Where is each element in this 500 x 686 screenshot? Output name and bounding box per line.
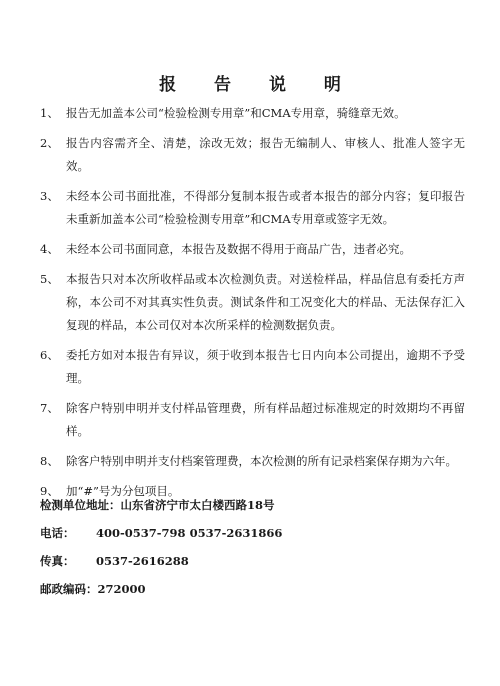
phone-value: 400-0537-798 0537-2631866 [96, 526, 283, 540]
phone-label: 电话： [40, 526, 75, 540]
item-text: 委托方如对本报告有异议，须于收到本报告七日内向本公司提出，逾期不予受理。 [66, 348, 465, 385]
postcode-row [40, 578, 470, 606]
notes-list [40, 102, 465, 510]
phone-row [40, 522, 470, 550]
item-number: 5、 [40, 272, 59, 286]
list-item [40, 268, 465, 337]
item-number: 3、 [40, 189, 59, 203]
item-text: 除客户特别申明并支付档案管理费，本次检测的所有记录档案保存期为六年。 [66, 454, 457, 468]
postcode-label: 邮政编码： [40, 582, 98, 596]
item-number: 7、 [40, 401, 59, 415]
fax-value: 0537-2616288 [96, 554, 189, 568]
item-number: 8、 [40, 454, 59, 468]
item-text: 加“#”号为分包项目。 [66, 484, 180, 498]
fax-label: 传真： [40, 554, 75, 568]
item-number: 1、 [40, 106, 59, 120]
item-number: 6、 [40, 348, 59, 362]
page-title: 报 告 说 明 [159, 75, 357, 95]
item-text: 本报告只对本次所收样品或本次检测负责。对送检样品，样品信息有委托方声称，本公司不对其真实性负责。测试条件和工况变化大的样品、无法保存汇入复现的样品，本公司仅对本次所采样的检测数据负责。 [66, 272, 465, 332]
list-item [40, 397, 465, 443]
list-item [40, 450, 465, 473]
postcode-value: 272000 [97, 582, 146, 596]
address-row [40, 494, 470, 522]
item-text: 未经本公司书面同意，本报告及数据不得用于商品广告，违者必究。 [66, 242, 411, 256]
list-item [40, 102, 465, 125]
item-text: 未经本公司书面批准，不得部分复制本报告或者本报告的部分内容；复印报告未重新加盖本公司“检验检测专用章”和CMA专用章或签字无效。 [66, 189, 465, 226]
list-item [40, 344, 465, 390]
item-number: 4、 [40, 242, 59, 256]
address-value: 山东省济宁市太白楼西路18号 [120, 498, 275, 512]
address-label: 检测单位地址： [40, 498, 121, 512]
item-number: 2、 [40, 136, 59, 150]
item-text: 报告无加盖本公司“检验检测专用章”和CMA专用章，骑缝章无效。 [66, 106, 406, 120]
item-text: 报告内容需齐全、清楚，涂改无效；报告无编制人、审核人、批准人签字无效。 [66, 136, 465, 173]
item-text: 除客户特别申明并支付样品管理费，所有样品超过标准规定的时效期均不再留样。 [66, 401, 465, 438]
contact-info [40, 494, 470, 606]
list-item [40, 185, 465, 231]
item-number: 9、 [40, 484, 59, 498]
list-item [40, 238, 465, 261]
fax-row [40, 550, 470, 578]
list-item [40, 132, 465, 178]
